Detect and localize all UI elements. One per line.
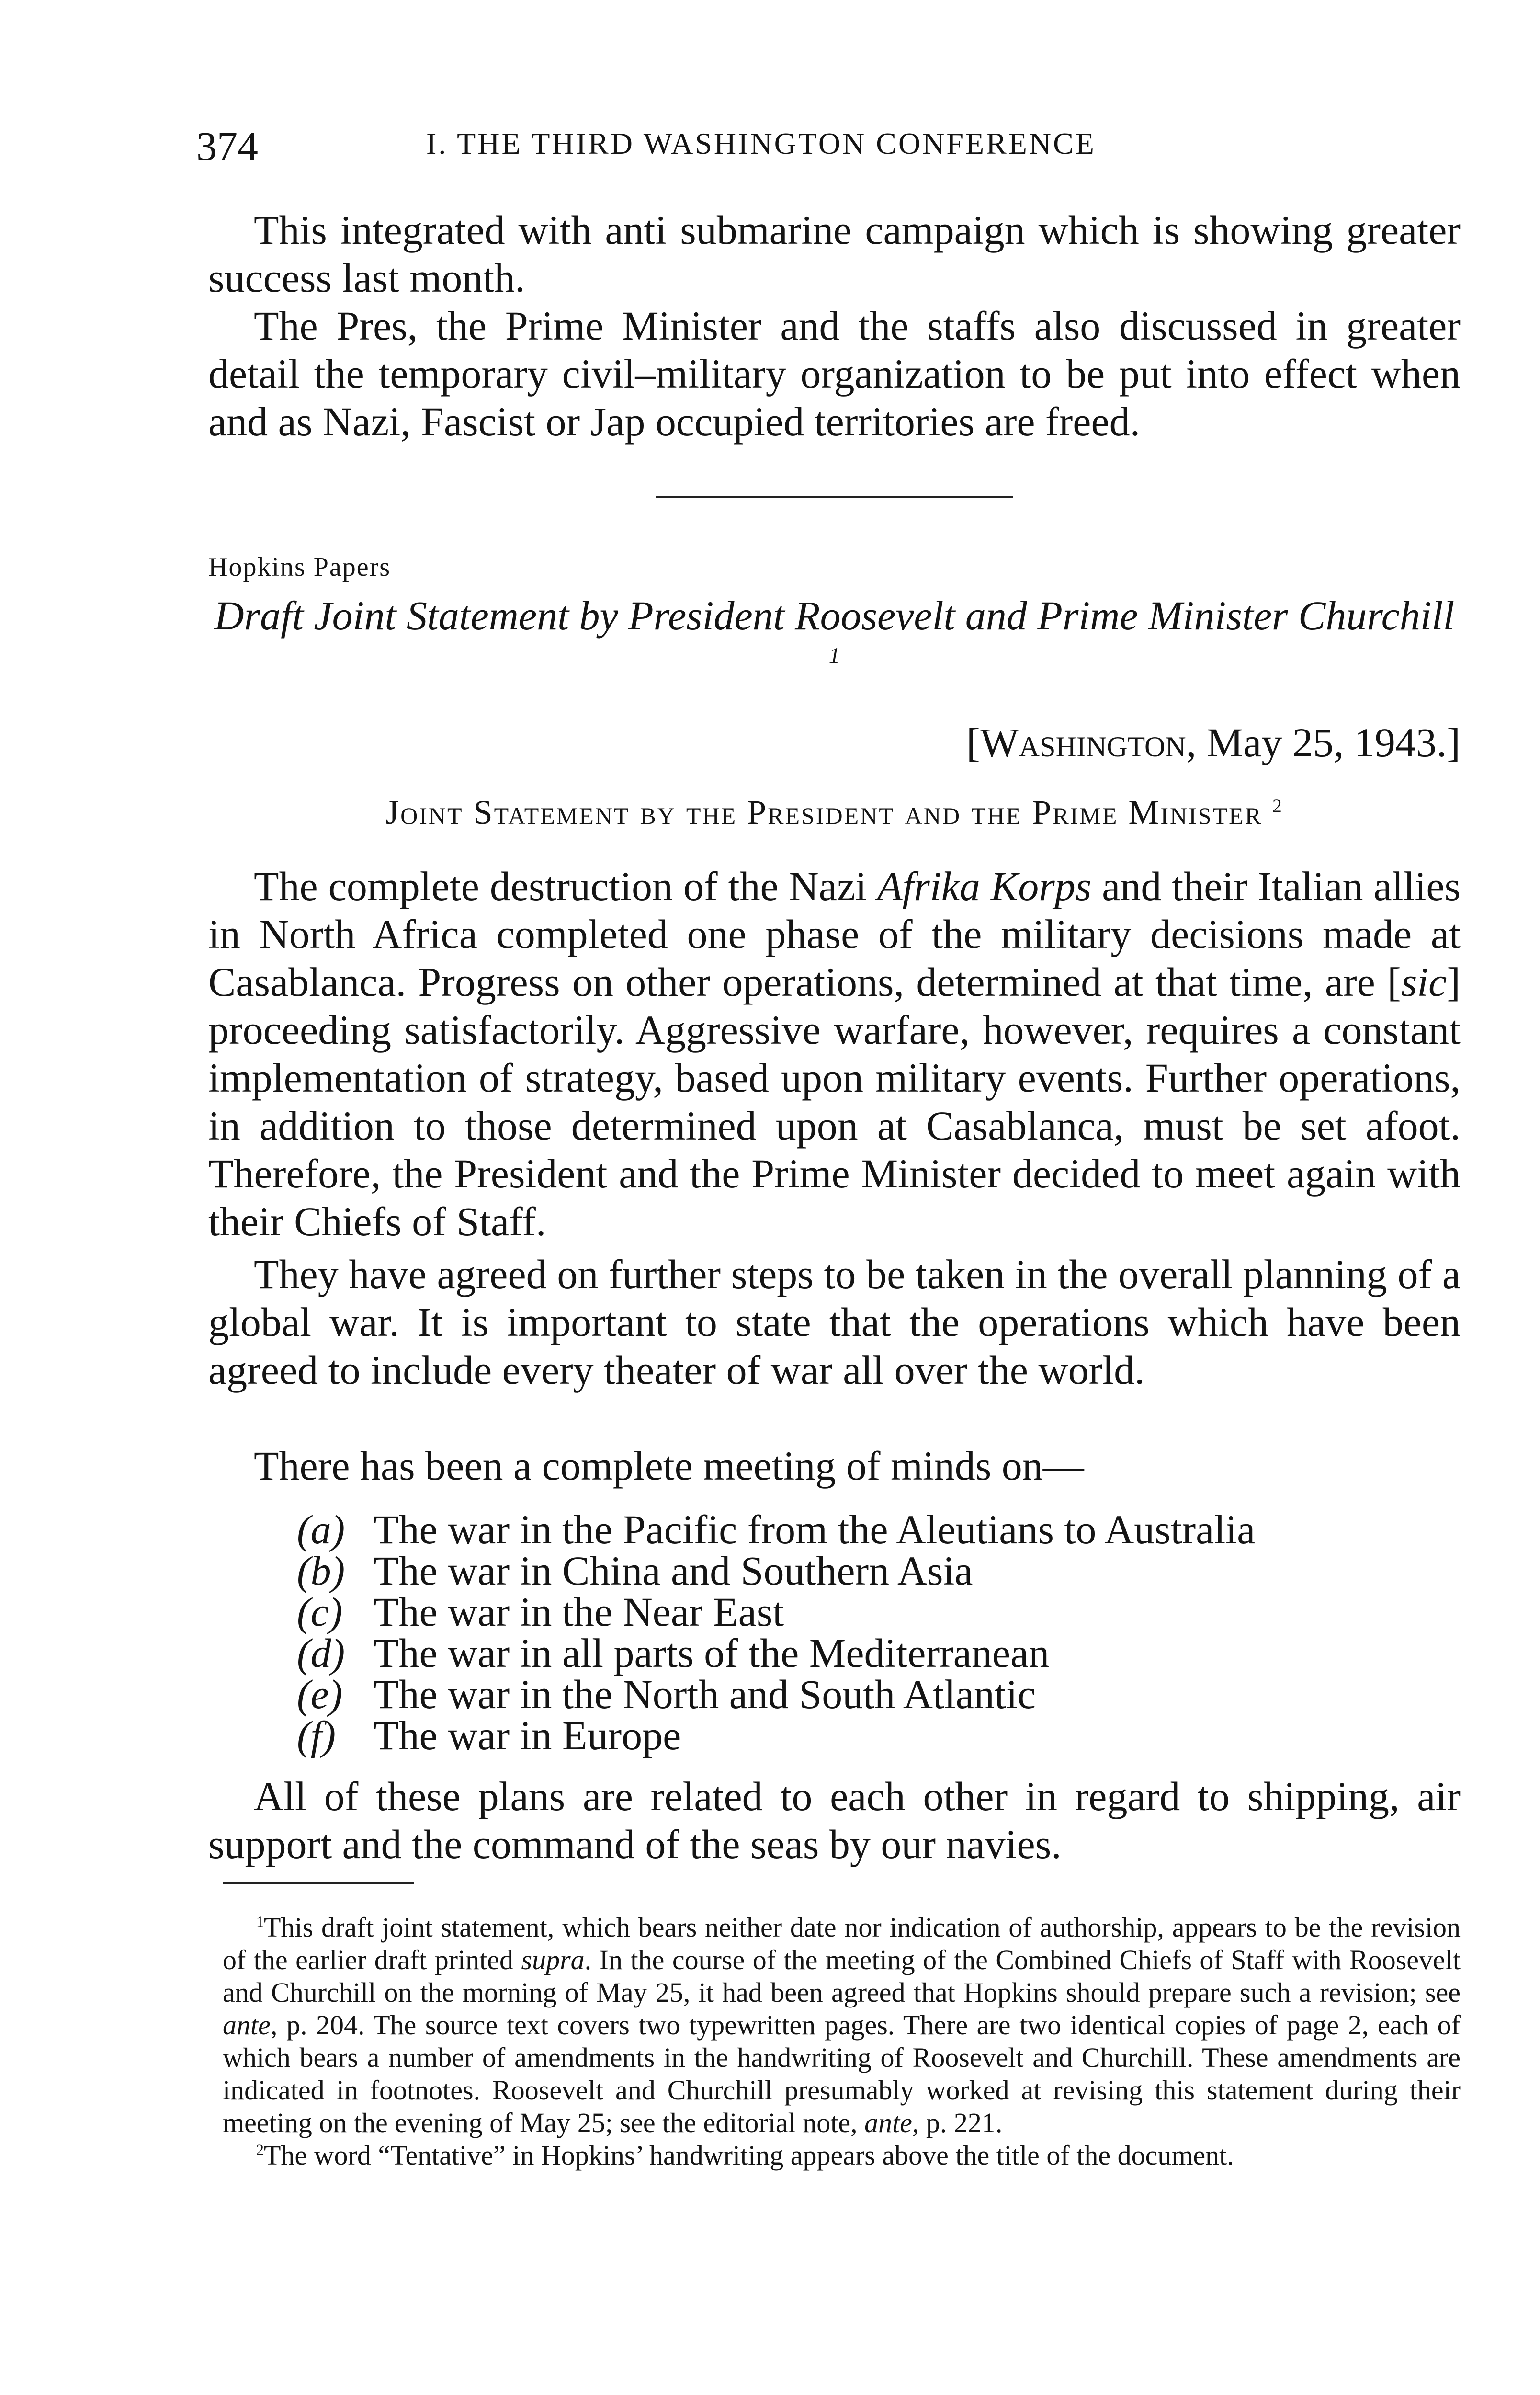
list-letter: (a) (297, 1506, 345, 1552)
running-header (196, 122, 1461, 180)
list-letter: (d) (297, 1630, 345, 1676)
list-item (297, 1712, 1255, 1758)
list-letter: (b) (297, 1548, 345, 1594)
fn1-part-d: , p. 221. (912, 2107, 1003, 2138)
section-divider (656, 496, 1013, 498)
list-text: The war in the North and South Atlantic (374, 1671, 1036, 1717)
fn1-ante-1: ante (223, 2009, 271, 2041)
footnote-1-number: 1 (256, 1913, 264, 1930)
sic-italic: sic (1401, 959, 1447, 1005)
heading-footnote-ref[interactable]: 2 (1272, 795, 1283, 816)
list-text: The war in the Pacific from the Aleutians to Australia (374, 1506, 1256, 1552)
body-paragraph-2: They have agreed on further steps to be taken in the overall planning of a global war. It is important to state that the operations which have been agreed to include every theater of war all over the world. (208, 1251, 1461, 1393)
document-title-text: Draft Joint Statement by President Roosevelt and Prime Minister Churchill (214, 593, 1455, 639)
body-paragraph-1 (208, 862, 1461, 1245)
p1-part-c: ] proceeding satisfactorily. Aggressive warfare, however, requires a constant implementation of strategy, based upon military events. Further operations, in addition to those determined upon at Casablanca, must be set afoot. Therefore, the President and the Prime Minister decided to meet again with their Chiefs of Staff. (208, 959, 1461, 1244)
list-item (297, 1632, 1255, 1674)
afrika-korps-italic: Afrika Korps (877, 863, 1092, 909)
footnotes (223, 1911, 1461, 2172)
statement-heading (208, 793, 1461, 833)
list-letter: (c) (297, 1589, 343, 1635)
dateline (966, 718, 1461, 766)
list-item (297, 1548, 1255, 1594)
statement-heading-text: Joint Statement by the President and the Prime Minister (385, 793, 1263, 832)
list-text: The war in Europe (374, 1712, 681, 1758)
title-footnote-ref[interactable]: 1 (828, 643, 840, 669)
list-text: The war in the Near East (374, 1589, 784, 1635)
page-number: 374 (196, 123, 258, 169)
footnote-2-number: 2 (256, 2141, 264, 2158)
continuation-paragraph-1: This integrated with anti submarine campaign which is showing greater success last month. (208, 207, 1461, 301)
dateline-place: Washington (980, 719, 1186, 765)
running-title: I. THE THIRD WASHINGTON CONFERENCE (426, 126, 1096, 160)
list-item (297, 1506, 1256, 1552)
fn2-text: The word “Tentative” in Hopkins’ handwriting appears above the title of the document. (263, 2140, 1234, 2171)
fn1-supra: supra (521, 1944, 585, 1975)
footnote-2 (223, 2139, 1461, 2172)
footnote-divider (223, 1882, 414, 1884)
theater-list (297, 1506, 1256, 1758)
body-paragraph-3: There has been a complete meeting of minds on— (254, 1443, 1084, 1489)
fn1-part-c: , p. 204. The source text covers two typewritten pages. There are two identical copies of page 2, each of which bears a number of amendments in the handwriting of Roosevelt and Churchill. These amendments are indicated in footnotes. Roosevelt and Churchill presumably worked at revising this statement during their meeting on the evening of May 25; see the editorial note, (223, 2009, 1461, 2138)
fn1-part-b: . In the course of the meeting of the Combined Chiefs of Staff with Roosevelt and Churchill on the morning of May 25, it had been agreed that Hopkins should prepare such a revision; see (223, 1944, 1461, 2008)
dateline-date: , May 25, 1943.] (1186, 719, 1461, 765)
document-title (208, 592, 1461, 687)
list-item (297, 1589, 1255, 1635)
fn1-part-a: This draft joint statement, which bears neither date nor indication of authorship, appears to be the revision of the earlier draft printed (223, 1912, 1461, 1975)
list-text: The war in all parts of the Mediterranean (374, 1630, 1050, 1676)
p1-part-b: and their Italian allies in North Africa completed one phase of the military decisions made at Casablanca. Progress on other operations, determined at that time, are [ (208, 863, 1461, 1005)
fn1-ante-2: ante (864, 2107, 912, 2138)
list-letter: (f) (297, 1712, 336, 1758)
source-label: Hopkins Papers (208, 552, 391, 582)
dateline-open: [ (966, 719, 980, 765)
list-letter: (e) (297, 1671, 343, 1717)
body-paragraph-4: All of these plans are related to each other in regard to shipping, air support and the command of the seas by our navies. (208, 1773, 1461, 1867)
list-item (297, 1671, 1255, 1717)
continuation-paragraph-2: The Pres, the Prime Minister and the staffs also discussed in greater detail the temporary civil–military organization to be put into effect when and as Nazi, Fascist or Jap occupied territories are freed. (208, 303, 1461, 445)
footnote-1 (223, 1911, 1461, 2139)
p1-part-a: The complete destruction of the Nazi (254, 863, 877, 909)
list-text: The war in China and Southern Asia (374, 1548, 973, 1594)
